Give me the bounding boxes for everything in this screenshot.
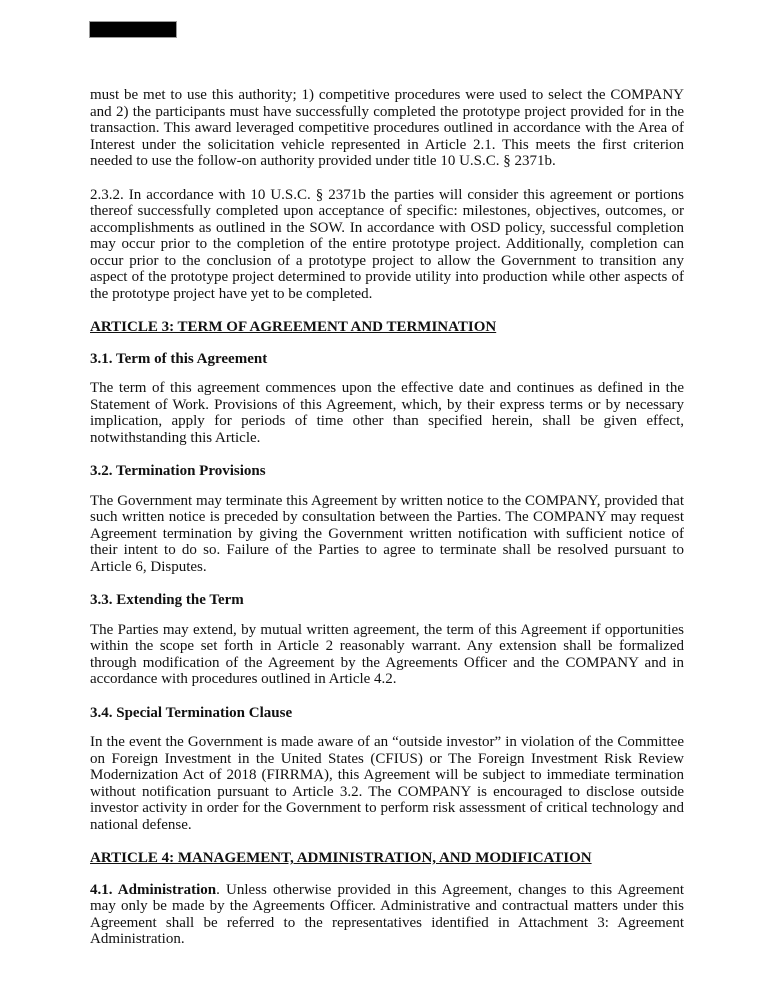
section-3-2-heading: 3.2. Termination Provisions bbox=[90, 463, 266, 479]
section-3-3-heading: 3.3. Extending the Term bbox=[90, 592, 244, 608]
section-4-1-inline-heading: 4.1. Administration bbox=[90, 881, 217, 898]
section-3-1-body: The term of this agreement commences upon the effective date and continues as defined in the Statement of Work. Provisions of this Agreement, which, by their express terms or by necessary implication, apply for periods of time other than specified herein, shall be given effect, notwithstanding this Article. bbox=[90, 380, 684, 446]
section-3-1-heading: 3.1. Term of this Agreement bbox=[90, 350, 268, 367]
article-3-heading: ARTICLE 3: TERM OF AGREEMENT AND TERMINATION bbox=[90, 319, 497, 335]
section-3-3-body: The Parties may extend, by mutual written agreement, the term of this Agreement if opportunities within the scope set forth in Article 2 reasonably warrant. Any extension shall be formalized through modification of the Agreement by the Agreements Officer and the COMPANY and in accordance with procedures outlined in Article 4.2. bbox=[90, 621, 684, 687]
article-4-heading: ARTICLE 4: MANAGEMENT, ADMINISTRATION, AND MODIFICATION bbox=[90, 850, 592, 866]
paragraph-follow-on-authority-continuation: must be met to use this authority; 1) competitive procedures were used to select the COMPANY and 2) the participants must have successfully completed the prototype project provided for in the transaction. This award leveraged competitive procedures outlined in accordance with the Area of Interest under the solicitation vehicle represented in Article 2.1. This meets the first criterion needed to use the follow-on authority provided under title 10 U.S.C. § 2371b. bbox=[90, 87, 684, 169]
section-4-1-body: . Unless otherwise provided in this Agreement, changes to this Agreement may only be made by the Agreements Officer. Administrative and contractual matters under this Agreement shall be referred to the representatives identified in Attachment 3: Agreement Administration. bbox=[90, 881, 685, 947]
section-3-4-heading: 3.4. Special Termination Clause bbox=[90, 704, 293, 721]
section-4-1-paragraph bbox=[90, 882, 684, 948]
section-3-2-body: The Government may terminate this Agreement by written notice to the COMPANY, provided that such written notice is preceded by consultation between the Parties. The COMPANY may request Agreement termination by giving the Government written notification with sufficient notice of their intent to do so. Failure of the Parties to agree to terminate shall be resolved pursuant to Article 6, Disputes. bbox=[90, 492, 684, 575]
redaction-box bbox=[89, 21, 177, 38]
section-3-4-body: In the event the Government is made aware of an “outside investor” in violation of the Committee on Foreign Investment in the United States (CFIUS) or The Foreign Investment Risk Review Modernization Act of 2018 (FIRRMA), this Agreement will be subject to immediate termination without notification pursuant to Article 3.2. The COMPANY is encouraged to disclose outside investor activity in order for the Government to perform risk assessment of critical technology and national defense. bbox=[90, 734, 684, 833]
document-content bbox=[90, 87, 684, 965]
paragraph-clause-2-3-2: 2.3.2. In accordance with 10 U.S.C. § 2371b the parties will consider this agreement or portions thereof successfully completed upon acceptance of specific: milestones, objectives, outcomes, or accomplishments as outlined in the SOW. In accordance with OSD policy, successful completion may occur prior to the completion of the entire prototype project. Additionally, completion can occur prior to the conclusion of a prototype project to allow the Government to transition any aspect of the prototype project determined to provide utility into production while other aspects of the prototype project have yet to be completed. bbox=[90, 186, 684, 302]
